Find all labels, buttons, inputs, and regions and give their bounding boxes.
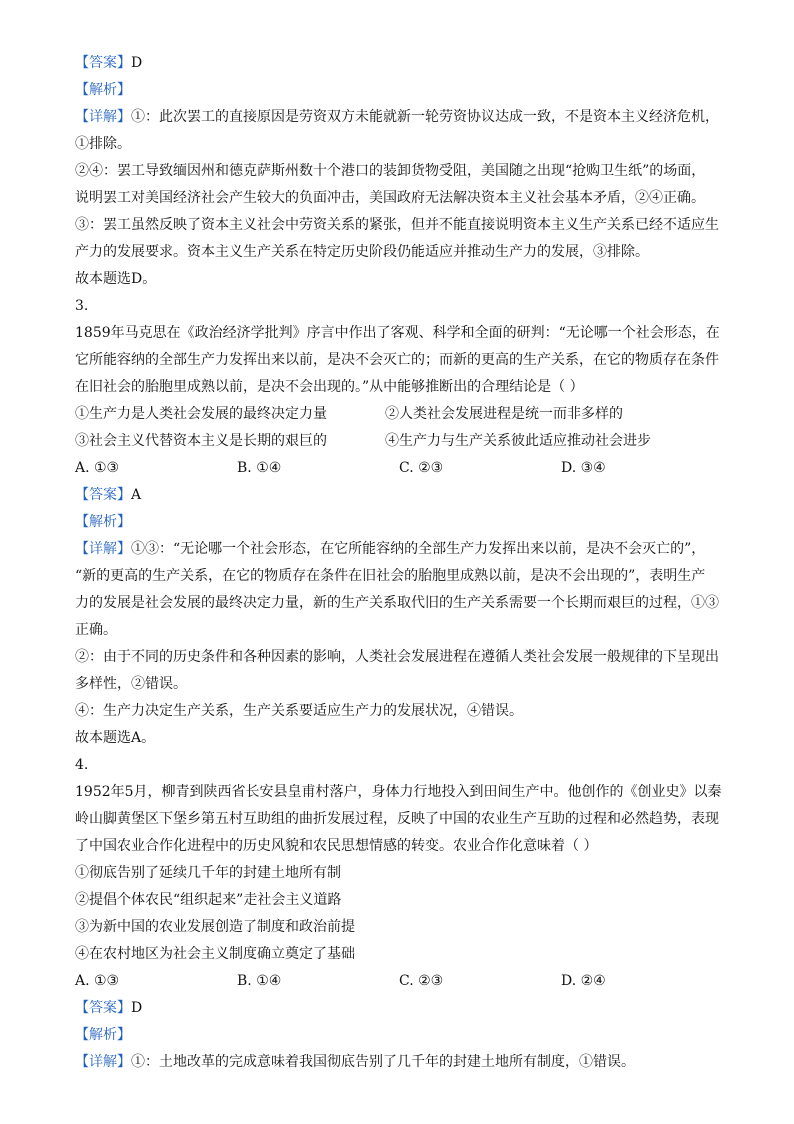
q4-detail-line [75,1049,723,1076]
q3-number: 3. [75,298,89,314]
answer-tag: 【答案】 [75,1000,131,1016]
q3-detail-line: 正确。 [75,622,117,638]
q4-number: 4. [75,757,89,773]
detail-text: ①：土地改革的完成意味着我国彻底告别了几千年的封建土地所有制度，①错误。 [131,1054,635,1070]
q3-item: ②人类社会发展进程是统一而非多样的 [385,406,623,422]
q4-stem-line: 了中国农业合作化进程中的历史风貌和农民思想情感的转变。农业合作化意味着（ ） [75,838,598,854]
detail-tag: 【详解】 [75,1054,131,1070]
q3-stem-line: 它所能容纳的全部生产力发挥出来以前，是决不会灭亡的；而新的更高的生产关系，在它的物质存在条件 [75,352,719,368]
detail-text: ①：此次罢工的直接原因是劳资双方未能就新一轮劳资协议达成一致，不是资本主义经济危机， [131,109,719,125]
q4-answer-line [75,995,723,1022]
detail-tag: 【详解】 [75,109,131,125]
answer-value: D [131,1000,143,1016]
q3-item: ①生产力是人类社会发展的最终决定力量 [75,406,327,422]
q4-options [75,968,723,995]
q3-detail-line: ④：生产力决定生产关系，生产关系要适应生产力的发展状况，④错误。 [75,703,523,719]
q3-options [75,455,723,482]
detail-tag: 【详解】 [75,541,131,557]
q4-stem-line: 1952年5月，柳青到陕西省长安县皇甫村落户，身体力行地投入到田间生产中。他创作的《创业史》以秦 [75,784,722,800]
q2-detail-line: 故本题选D。 [75,271,157,287]
answer-tag: 【答案】 [75,55,131,71]
option-c: C. ②③ [399,460,444,476]
q3-analysis-tag: 【解析】 [75,514,131,530]
q4-stem-line: 岭山脚黄堡区下堡乡第五村互助组的曲折发展过程，反映了中国的农业生产互助的过程和必然趋势，表现 [75,811,719,827]
q3-detail-line [75,536,723,563]
document-page [75,50,723,1076]
q3-answer-line [75,482,723,509]
q2-detail-line: ②④：罢工导致缅因州和德克萨斯州数十个港口的装卸货物受阻，美国随之出现“抢购卫生纸”的场面， [75,163,706,179]
q3-detail-line: 力的发展是社会发展的最终决定力量，新的生产关系取代旧的生产关系需要一个长期而艰巨的过程，①③ [75,595,719,611]
q2-analysis-tag: 【解析】 [75,82,131,98]
q3-items-row [75,401,723,428]
q4-item: ②提倡个体农民“组织起来”走社会主义道路 [75,892,342,908]
q2-detail-line: ③：罢工虽然反映了资本主义社会中劳资关系的紧张，但并不能直接说明资本主义生产关系已经不适应生 [75,217,719,233]
option-b: B. ①④ [237,460,282,476]
q3-item: ③社会主义代替资本主义是长期的艰巨的 [75,433,327,449]
q3-stem-line: 1859年马克思在《政治经济学批判》序言中作出了客观、科学和全面的研判：“无论哪一个社会形态，在 [75,325,720,341]
option-b: B. ①④ [237,973,282,989]
q2-detail-line: 产力的发展要求。资本主义生产关系在特定历史阶段仍能适应并推动生产力的发展，③排除。 [75,244,649,260]
q3-item: ④生产力与生产关系彼此适应推动社会进步 [385,433,651,449]
q3-detail-line: ②：由于不同的历史条件和各种因素的影响，人类社会发展进程在遵循人类社会发展一般规律的下呈现出 [75,649,719,665]
q3-detail-line: “新的更高的生产关系，在它的物质存在条件在旧社会的胎胞里成熟以前，是决不会出现的”，表明生产 [75,568,706,584]
q2-detail-line: 说明罢工对美国经济社会产生较大的负面冲击，美国政府无法解决资本主义社会基本矛盾，②④正确。 [75,190,705,206]
answer-tag: 【答案】 [75,487,131,503]
q4-item: ④在农村地区为社会主义制度确立奠定了基础 [75,946,355,962]
q2-answer-line [75,50,723,77]
option-a: A. ①③ [75,460,120,476]
q2-detail-line [75,104,723,131]
option-c: C. ②③ [399,973,444,989]
answer-value: D [131,55,143,71]
q2-detail-line: ①排除。 [75,136,131,152]
q4-analysis-tag: 【解析】 [75,1027,131,1043]
option-d: D. ②④ [561,973,606,989]
answer-value: A [131,487,142,503]
option-a: A. ①③ [75,973,120,989]
q3-detail-line: 多样性，②错误。 [75,676,187,692]
q3-items-row [75,428,723,455]
q4-item: ③为新中国的农业发展创造了制度和政治前提 [75,919,355,935]
q4-item: ①彻底告别了延续几千年的封建土地所有制 [75,865,341,881]
option-d: D. ③④ [561,460,606,476]
q3-stem-line: 在旧社会的胎胞里成熟以前，是决不会出现的。”从中能够推断出的合理结论是（ ） [75,379,584,395]
q3-detail-line: 故本题选A。 [75,730,156,746]
detail-text: ①③：“无论哪一个社会形态，在它所能容纳的全部生产力发挥出来以前，是决不会灭亡的”， [131,541,706,557]
